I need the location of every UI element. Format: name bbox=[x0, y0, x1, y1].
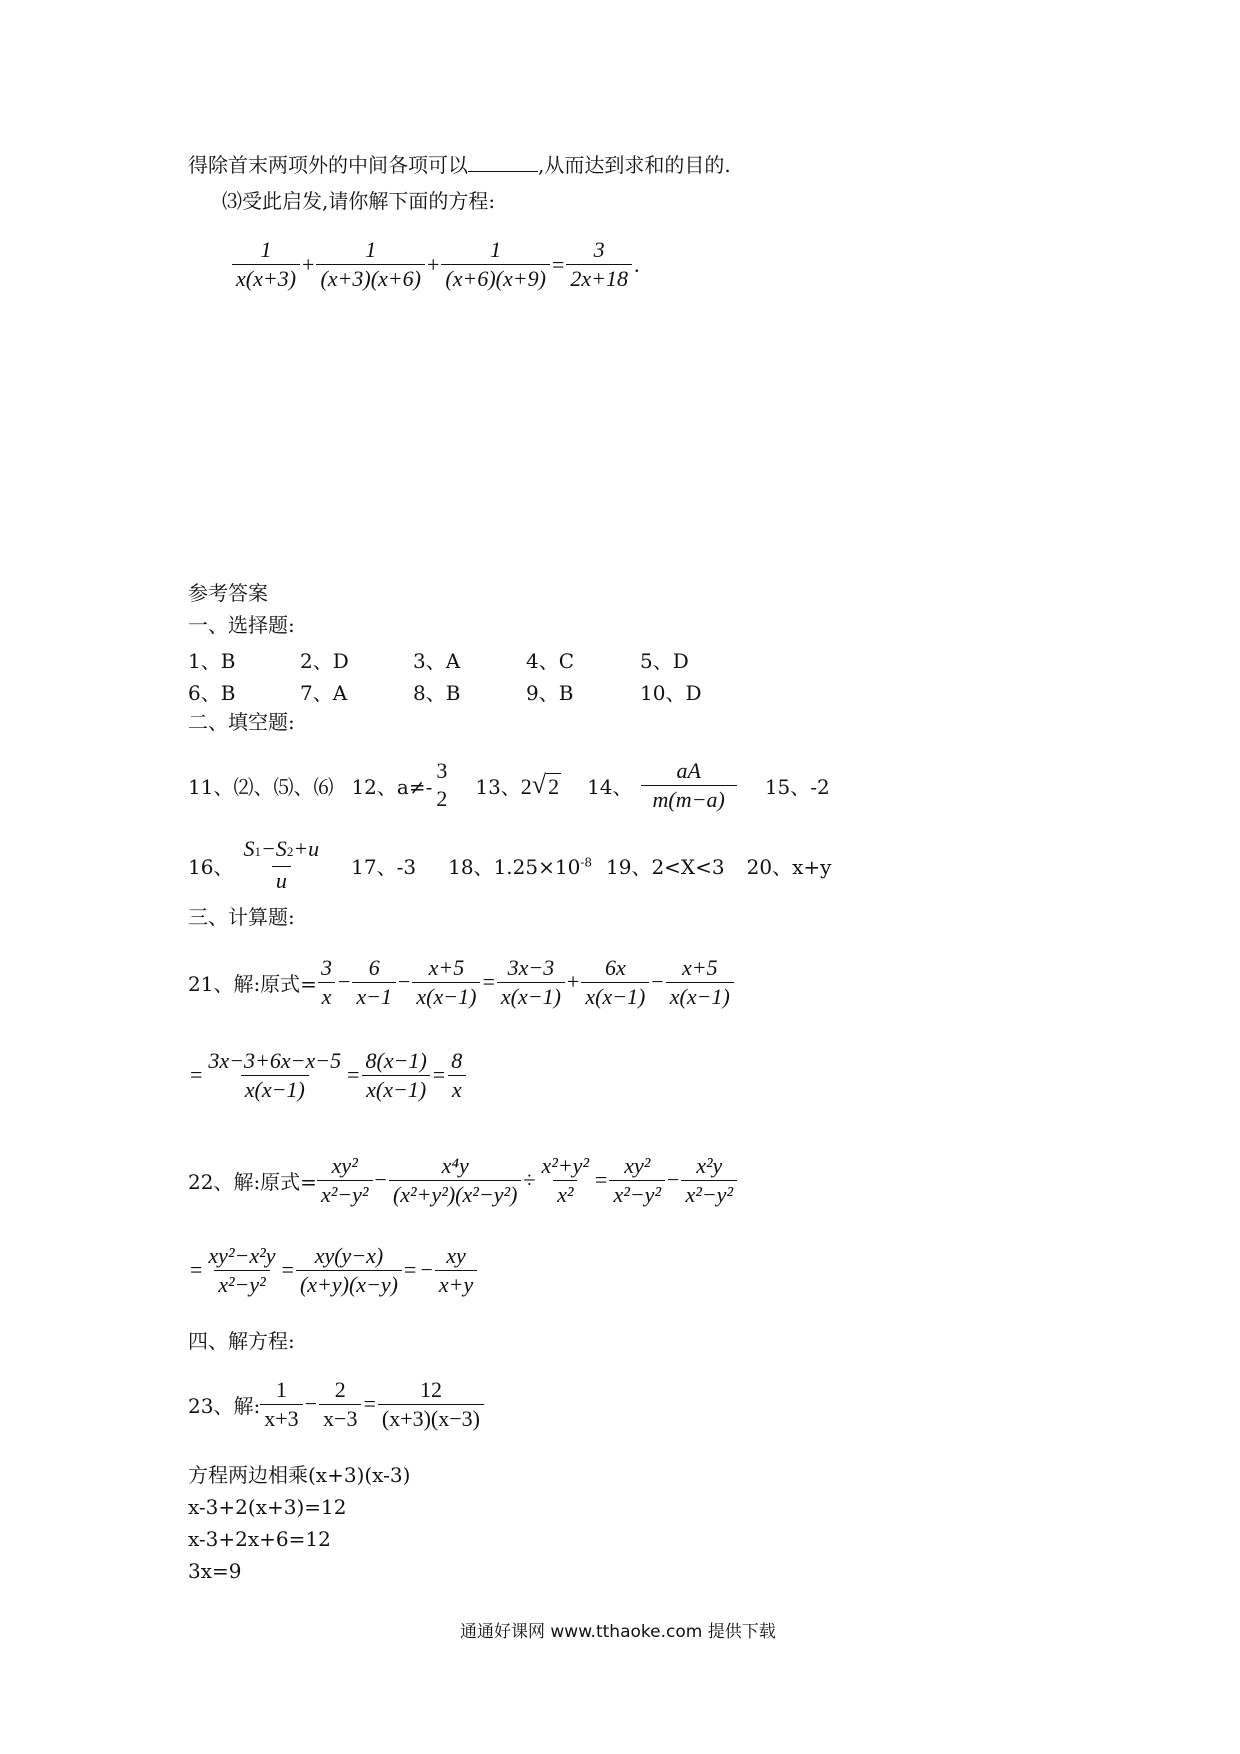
equals-sign: = bbox=[551, 251, 565, 277]
q22-frac-3 bbox=[537, 1152, 593, 1209]
answer-15: 15、-2 bbox=[764, 774, 830, 799]
q22-frac-5 bbox=[681, 1152, 737, 1209]
q22-frac-2 bbox=[389, 1152, 521, 1209]
q23-step-2: x-3+2(x+3)=12 bbox=[188, 1495, 347, 1519]
q23-f2-den: x−3 bbox=[319, 1404, 361, 1433]
plus-sign: + bbox=[426, 251, 440, 277]
equals-sign: = bbox=[281, 1257, 294, 1282]
answer-12-label: 12、a≠- bbox=[351, 774, 433, 799]
intro-question-3: ⑶受此启发,请你解下面的方程: bbox=[222, 189, 496, 213]
equals-sign: = bbox=[363, 1391, 376, 1416]
equals-sign: = bbox=[347, 1062, 360, 1087]
q21-f5-num: 6x bbox=[604, 954, 626, 980]
answer-16-tail: +u bbox=[293, 836, 320, 861]
intro-text-b: ,从而达到求和的目的. bbox=[538, 153, 731, 177]
q22-f5-den: x²−y² bbox=[681, 1180, 737, 1209]
eq-term-2 bbox=[316, 236, 425, 293]
q21-line-1 bbox=[188, 952, 734, 1012]
q22-l2-frac-3 bbox=[435, 1242, 477, 1299]
q23-f3-num: 12 bbox=[419, 1376, 442, 1402]
q22-label: 22、解:原式= bbox=[188, 1169, 317, 1194]
fill-row-1 bbox=[188, 756, 830, 814]
equals-sign: = bbox=[190, 1257, 203, 1282]
answer-20: 20、x+y bbox=[746, 854, 832, 879]
q21-l2-f3-den: x bbox=[448, 1075, 466, 1104]
answer-16-sub1: 1 bbox=[254, 844, 261, 859]
q21-f3-den: x(x−1) bbox=[412, 982, 480, 1011]
mc-answer: 6、B bbox=[188, 681, 236, 705]
q21-frac-2 bbox=[352, 954, 396, 1011]
q22-f1-den: x²−y² bbox=[317, 1180, 373, 1209]
minus-sign: − bbox=[304, 1391, 318, 1416]
q22-line-2 bbox=[188, 1240, 477, 1300]
q23-step-3: x-3+2x+6=12 bbox=[188, 1527, 331, 1551]
q22-l2-f1-den: x²−y² bbox=[214, 1270, 270, 1299]
question-equation bbox=[232, 236, 641, 293]
mc-answer: 9、B bbox=[526, 681, 574, 705]
answer-14-num: aA bbox=[676, 757, 701, 783]
answer-12-den: 2 bbox=[436, 786, 448, 811]
answers-title: 参考答案 bbox=[188, 581, 268, 605]
eq-rhs-num: 3 bbox=[593, 237, 605, 262]
answer-12-fraction bbox=[432, 757, 451, 813]
q23-label: 23、解: bbox=[188, 1393, 261, 1418]
answer-16-s1: S bbox=[243, 836, 255, 861]
q22-line-1 bbox=[188, 1150, 737, 1210]
eq-term-2-den: (x+3)(x+6) bbox=[316, 264, 425, 293]
q22-l2-f2-den: (x+y)(x−y) bbox=[296, 1270, 402, 1299]
fill-row-2 bbox=[188, 836, 831, 894]
q23-line-1 bbox=[188, 1374, 484, 1434]
equals-sign: = bbox=[595, 1167, 608, 1192]
eq-term-2-num: 1 bbox=[365, 237, 377, 262]
q21-f1-den: x bbox=[318, 982, 336, 1011]
q23-frac-3 bbox=[378, 1376, 484, 1433]
equals-sign: = bbox=[432, 1062, 446, 1087]
answer-16-num bbox=[239, 835, 323, 866]
q21-f6-num: x+5 bbox=[681, 954, 718, 980]
mc-answer: 2、D bbox=[300, 649, 349, 673]
answer-16-den: u bbox=[272, 866, 291, 895]
answer-12-num: 3 bbox=[436, 758, 448, 783]
answer-16-sub2: 2 bbox=[286, 844, 294, 859]
q21-f1-num: 3 bbox=[320, 954, 332, 980]
section-1-heading: 一、选择题: bbox=[188, 613, 295, 637]
answer-13-coef: 2 bbox=[520, 774, 532, 799]
mc-answer: 7、A bbox=[300, 681, 348, 705]
equals-sign: = bbox=[482, 969, 495, 994]
mc-answer: 5、D bbox=[640, 649, 689, 673]
q23-f1-num: 1 bbox=[275, 1376, 287, 1402]
section-3-heading: 三、计算题: bbox=[188, 905, 295, 929]
answer-19: 19、2<X<3 bbox=[606, 854, 725, 879]
q22-f3-den: x² bbox=[553, 1180, 577, 1209]
intro-text-a: 得除首末两项外的中间各项可以 bbox=[188, 153, 468, 177]
q23-f2-num: 2 bbox=[334, 1376, 346, 1402]
q23-frac-2 bbox=[319, 1376, 361, 1433]
section-4-heading: 四、解方程: bbox=[188, 1329, 295, 1353]
q22-l2-frac-2 bbox=[296, 1242, 402, 1299]
mc-answer: 8、B bbox=[413, 681, 461, 705]
q22-f4-den: x²−y² bbox=[609, 1180, 665, 1209]
answer-13-label: 13、 bbox=[475, 774, 521, 799]
answer-11: 11、⑵、⑸、⑹ bbox=[188, 774, 334, 799]
q21-l2-f2-num: 8(x−1) bbox=[365, 1047, 427, 1073]
divide-sign: ÷ bbox=[523, 1167, 536, 1192]
minus-sign: − bbox=[651, 969, 664, 994]
equals-sign: = bbox=[404, 1257, 417, 1282]
q21-f6-den: x(x−1) bbox=[666, 982, 734, 1011]
q21-frac-6 bbox=[666, 954, 734, 1011]
mc-answer: 10、D bbox=[640, 681, 702, 705]
eq-term-3-den: (x+6)(x+9) bbox=[441, 264, 550, 293]
q21-l2-f1-num: 3x−3+6x−x−5 bbox=[208, 1047, 342, 1073]
q21-frac-5 bbox=[581, 954, 649, 1011]
q22-l2-f3-num: xy bbox=[446, 1242, 466, 1268]
minus-sign: − bbox=[337, 969, 351, 994]
q21-f2-den: x−1 bbox=[352, 982, 396, 1011]
q21-frac-3 bbox=[412, 954, 480, 1011]
q22-frac-4 bbox=[609, 1152, 665, 1209]
eq-term-1-den: x(x+3) bbox=[232, 264, 300, 293]
q21-f3-num: x+5 bbox=[428, 954, 465, 980]
q22-f2-num: x⁴y bbox=[441, 1152, 469, 1178]
q21-f5-den: x(x−1) bbox=[581, 982, 649, 1011]
minus-sign: − bbox=[374, 1167, 387, 1192]
q21-l2-f1-den: x(x−1) bbox=[241, 1075, 309, 1104]
page-footer: 通通好课网 www.tthaoke.com 提供下载 bbox=[460, 1622, 776, 1642]
answer-18 bbox=[448, 851, 592, 880]
q23-step-1: 方程两边相乘(x+3)(x-3) bbox=[188, 1463, 411, 1487]
minus-sign: − bbox=[667, 1167, 680, 1192]
sqrt-icon: √ bbox=[531, 770, 547, 799]
q21-label: 21、解:原式= bbox=[188, 971, 317, 996]
answer-18-exp: -8 bbox=[580, 854, 592, 869]
q21-l2-frac-2 bbox=[362, 1047, 431, 1104]
q23-frac-1 bbox=[260, 1376, 302, 1433]
answer-13-radicand: 2 bbox=[548, 774, 560, 799]
answer-17: 17、-3 bbox=[351, 854, 417, 879]
equals-sign: = bbox=[190, 1062, 203, 1087]
eq-term-3 bbox=[441, 236, 550, 293]
q21-frac-1 bbox=[317, 954, 336, 1011]
mc-answer: 3、A bbox=[413, 649, 461, 673]
q22-f3-num: x²+y² bbox=[541, 1152, 590, 1178]
mc-answer: 4、C bbox=[526, 649, 575, 673]
plus-sign: + bbox=[566, 969, 580, 994]
eq-term-3-num: 1 bbox=[490, 237, 502, 262]
answer-14-label: 14、 bbox=[587, 774, 633, 799]
q22-l2-f3-den: x+y bbox=[435, 1270, 477, 1299]
answer-16-label: 16、 bbox=[188, 854, 234, 879]
q22-f1-num: xy² bbox=[331, 1152, 358, 1178]
answer-14-fraction bbox=[641, 757, 737, 814]
answer-14-den: m(m−a) bbox=[641, 785, 737, 814]
q21-f4-num: 3x−3 bbox=[507, 954, 555, 980]
q21-l2-frac-3 bbox=[447, 1047, 466, 1104]
q22-l2-f2-num: xy(y−x) bbox=[314, 1242, 384, 1268]
mc-answer: 1、B bbox=[188, 649, 236, 673]
plus-sign: + bbox=[302, 251, 315, 277]
answer-18-base: 18、1.25×10 bbox=[448, 854, 581, 879]
minus-sign: − bbox=[398, 969, 411, 994]
q21-l2-f2-den: x(x−1) bbox=[362, 1075, 430, 1104]
q22-f4-num: xy² bbox=[624, 1152, 651, 1178]
fill-blank bbox=[468, 153, 538, 172]
q22-l2-frac-1 bbox=[204, 1242, 279, 1299]
q23-f3-den: (x+3)(x−3) bbox=[378, 1404, 484, 1433]
q22-f5-num: x²y bbox=[696, 1152, 723, 1178]
q21-f2-num: 6 bbox=[368, 954, 380, 980]
answer-16-s2: −S bbox=[260, 836, 287, 861]
answer-13-sqrt bbox=[521, 770, 561, 800]
q21-frac-4 bbox=[497, 954, 565, 1011]
q21-line-2 bbox=[188, 1045, 466, 1105]
eq-rhs-den: 2x+18 bbox=[566, 264, 632, 293]
q23-f1-den: x+3 bbox=[260, 1404, 302, 1433]
minus-sign: − bbox=[420, 1257, 433, 1282]
eq-term-1-num: 1 bbox=[260, 237, 272, 262]
section-2-heading: 二、填空题: bbox=[188, 710, 295, 734]
eq-term-1 bbox=[232, 236, 300, 293]
eq-rhs bbox=[566, 236, 632, 293]
q22-l2-f1-num: xy²−x²y bbox=[208, 1242, 276, 1268]
period: . bbox=[633, 251, 640, 277]
q22-frac-1 bbox=[317, 1152, 373, 1209]
q22-f2-den: (x²+y²)(x²−y²) bbox=[389, 1180, 521, 1209]
answer-16-fraction bbox=[239, 835, 323, 895]
q21-l2-f3-num: 8 bbox=[451, 1047, 463, 1073]
intro-line-2 bbox=[222, 188, 495, 214]
q23-step-4: 3x=9 bbox=[188, 1559, 242, 1583]
q21-f4-den: x(x−1) bbox=[497, 982, 565, 1011]
intro-line-1 bbox=[188, 152, 731, 178]
q21-l2-frac-1 bbox=[204, 1047, 345, 1104]
